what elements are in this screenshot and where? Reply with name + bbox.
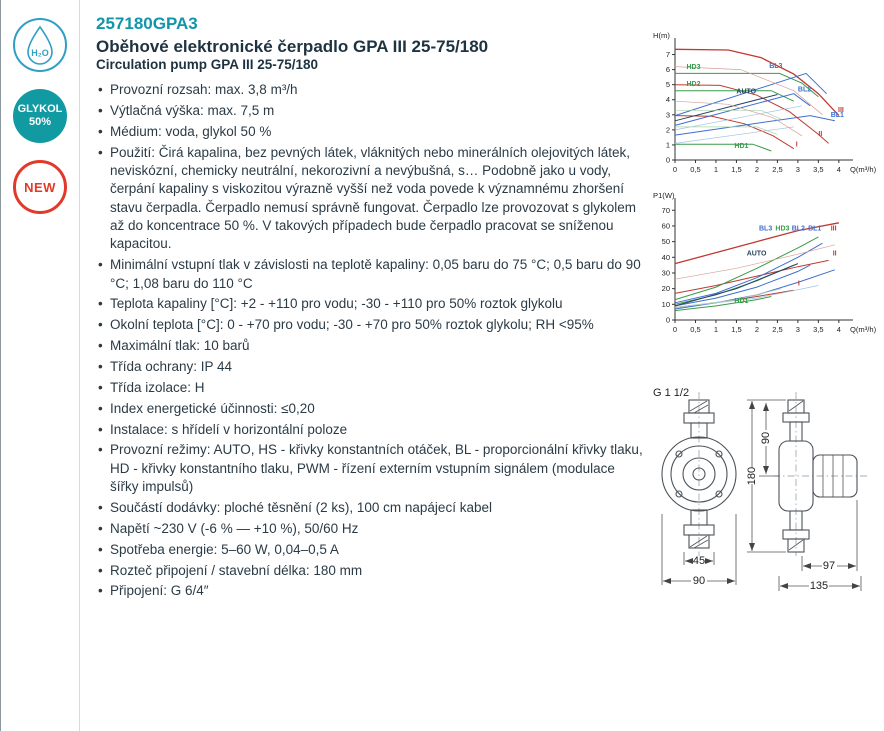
svg-text:0,5: 0,5 <box>690 325 701 334</box>
spec-item: • Instalace: s hřídelí v horizontální poloze <box>96 421 644 439</box>
svg-text:2: 2 <box>754 165 760 174</box>
spec-item: • Výtlačná výška: max. 7,5 m <box>96 102 644 120</box>
side-dimensions <box>746 400 861 592</box>
spec-item: • Třída izolace: H <box>96 379 644 397</box>
svg-text:2: 2 <box>754 325 760 334</box>
svg-text:BL1: BL1 <box>830 112 844 120</box>
dimension-drawings <box>651 384 884 616</box>
svg-text:BL2: BL2 <box>791 225 805 233</box>
svg-text:70: 70 <box>661 205 670 215</box>
svg-text:P1(W): P1(W) <box>653 191 675 200</box>
svg-text:HD1: HD1 <box>734 142 749 150</box>
spec-item: • Použití: Čirá kapalina, bez pevných látek, vláknitých nebo minerálních olejovitých látek, neviskózní, chemicky neutrální, nekorozivní a nevýbušná, s… Podobně jako u vody, čerpání kapaliny s viskozitou výrazně vyšší než voda povede k významnému zhoršení stavu čerpadla. Čerpadlo nemusí správně fungovat. Čerpadlo lze provozovat s glykolem až do koncentrace 50 %. V takových případech bude čerpadlo pracovat se sníženou kapacitou. <box>96 144 644 254</box>
svg-text:II: II <box>832 250 837 258</box>
svg-text:2,5: 2,5 <box>772 165 783 174</box>
thread-size-label: G 1 1/2 <box>653 387 690 399</box>
svg-text:HD3: HD3 <box>775 225 790 233</box>
svg-text:AUTO: AUTO <box>736 88 757 96</box>
spec-item: • Spotřeba energie: 5–60 W, 0,04–0,5 A <box>96 541 644 559</box>
badge-column <box>11 18 69 214</box>
svg-text:3,5: 3,5 <box>813 325 824 334</box>
spec-item: • Připojení: G 6/4″ <box>96 582 644 600</box>
svg-text:50: 50 <box>661 237 670 247</box>
spec-item: • Médium: voda, glykol 50 % <box>96 123 644 141</box>
svg-text:0,5: 0,5 <box>690 165 701 174</box>
product-title: Oběhové elektronické čerpadlo GPA III 25-75/180 <box>96 37 489 56</box>
svg-text:4: 4 <box>665 95 670 105</box>
svg-text:3: 3 <box>665 110 670 120</box>
spec-item: • Rozteč připojení / stavební délka: 180 mm <box>96 562 644 580</box>
spec-item: • Teplota kapaliny [°C]: +2 - +110 pro vodu; -30 - +110 pro 50% roztok glykolu <box>96 295 644 313</box>
dim-90-width: 90 <box>692 575 706 587</box>
svg-text:Q(m³/h): Q(m³/h) <box>850 165 877 174</box>
svg-text:20: 20 <box>661 284 670 294</box>
dim-180-height: 180 <box>746 466 758 486</box>
svg-text:I: I <box>797 280 800 288</box>
glykol-badge <box>13 89 67 143</box>
svg-text:BL2: BL2 <box>797 86 812 94</box>
spec-item: • Okolní teplota [°C]: 0 - +70 pro vodu; -30 - +70 pro 50% roztok glykolu; RH <95% <box>96 316 644 334</box>
spec-list <box>96 81 644 601</box>
pump-front-view <box>662 392 736 556</box>
svg-text:0: 0 <box>665 155 670 165</box>
svg-text:30: 30 <box>661 268 670 278</box>
svg-text:0: 0 <box>672 325 678 334</box>
h2o-badge <box>13 18 67 72</box>
glykol-label-line2: 50% <box>28 116 52 128</box>
spec-item: • Třída ochrany: IP 44 <box>96 358 644 376</box>
new-label: NEW <box>24 179 56 195</box>
svg-text:40: 40 <box>661 252 670 262</box>
svg-text:3,5: 3,5 <box>813 165 824 174</box>
product-code: 257180GPA3 <box>96 14 198 33</box>
svg-text:1,5: 1,5 <box>731 165 742 174</box>
spec-item: • Provozní režimy: AUTO, HS - křivky konstantních otáček, BL - proporcionální křivky tlaku, HD - křivky konstantního tlaku, PWM - řízení externím vstupním signálem (modulace šířky impulsů) <box>96 441 644 496</box>
water-drop-icon <box>23 24 57 66</box>
svg-text:HD3: HD3 <box>686 63 701 71</box>
right-column <box>651 28 884 621</box>
svg-text:5: 5 <box>665 80 670 90</box>
spec-item: • Součástí dodávky: ploché těsnění (2 ks), 100 cm napájecí kabel <box>96 499 644 517</box>
dim-135-depth: 135 <box>809 580 829 592</box>
spec-item: • Maximální tlak: 10 barů <box>96 337 644 355</box>
svg-text:7: 7 <box>665 50 670 59</box>
svg-text:3: 3 <box>795 325 800 334</box>
separator-line <box>79 0 80 731</box>
dim-45: 45 <box>692 555 706 567</box>
svg-text:10: 10 <box>661 299 670 309</box>
svg-text:2,5: 2,5 <box>772 325 783 334</box>
svg-text:0: 0 <box>665 315 670 325</box>
spec-item: • Index energetické účinnosti: ≤0,20 <box>96 400 644 418</box>
spec-item: • Minimální vstupní tlak v závislosti na teplotě kapaliny: 0,05 baru do 75 °C; 0,5 baru do 90 °C; 1,08 baru do 110 °C <box>96 256 644 293</box>
power-flow-chart <box>651 188 881 340</box>
svg-text:4: 4 <box>836 325 841 334</box>
svg-text:H(m): H(m) <box>653 31 670 40</box>
svg-text:AUTO: AUTO <box>746 250 767 258</box>
svg-text:Q(m³/h): Q(m³/h) <box>850 325 877 334</box>
product-subtitle: Circulation pump GPA III 25-75/180 <box>96 57 319 72</box>
dim-97-depth: 97 <box>822 560 836 572</box>
svg-text:I: I <box>795 141 798 149</box>
svg-text:HD2: HD2 <box>686 81 701 89</box>
spec-item: • Napětí ~230 V (-6 % — +10 %), 50/60 Hz <box>96 520 644 538</box>
svg-text:6: 6 <box>665 65 670 75</box>
head-flow-chart <box>651 28 881 180</box>
svg-text:3: 3 <box>795 165 800 174</box>
pump-side-view <box>773 392 869 556</box>
svg-text:BL1: BL1 <box>808 225 822 233</box>
svg-text:II: II <box>818 130 823 138</box>
svg-text:2: 2 <box>665 125 670 135</box>
spec-item: • Provozní rozsah: max. 3,8 m³/h <box>96 81 644 99</box>
svg-text:4: 4 <box>836 165 841 174</box>
svg-text:1: 1 <box>665 140 670 150</box>
main-content <box>96 14 644 603</box>
new-badge <box>13 160 67 214</box>
svg-text:1: 1 <box>713 325 719 334</box>
svg-text:1: 1 <box>713 165 719 174</box>
svg-text:60: 60 <box>661 221 670 231</box>
svg-text:III: III <box>838 106 844 114</box>
svg-text:III: III <box>830 225 837 233</box>
dim-90-top: 90 <box>760 431 772 445</box>
glykol-label-line1: GLYKOL <box>17 102 63 115</box>
svg-text:BL3: BL3 <box>769 63 783 71</box>
svg-text:HD1: HD1 <box>734 297 749 305</box>
svg-text:BL3: BL3 <box>759 225 773 233</box>
svg-text:0: 0 <box>672 165 678 174</box>
svg-text:1,5: 1,5 <box>731 325 742 334</box>
h2o-label: H₂O <box>31 48 49 58</box>
